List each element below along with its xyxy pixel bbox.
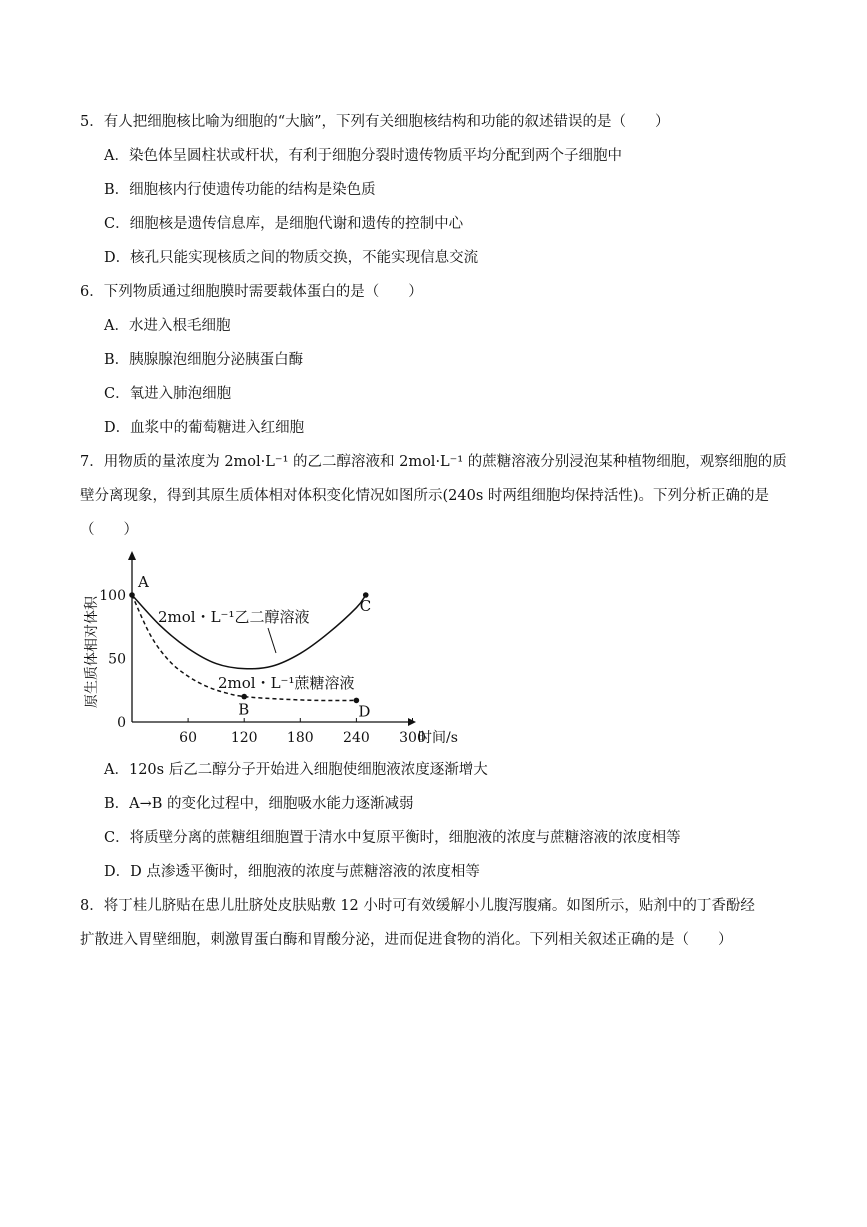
q7-stem-line-1: 7．用物质的量浓度为 2mol·L⁻¹ 的乙二醇溶液和 2mol·L⁻¹ 的蔗糖溶液分别浸泡某种植物细胞，观察细胞的质: [80, 454, 787, 470]
chart-axes: [128, 551, 416, 726]
x-tick-label: 180: [286, 730, 314, 746]
q8-stem-line-2: 扩散进入胃壁细胞，刺激胃蛋白酶和胃酸分泌，进而促进食物的消化。下列相关叙述正确的是（ ）: [80, 932, 733, 948]
q7-option-b: B．A→B 的变化过程中，细胞吸水能力逐渐减弱: [104, 796, 414, 812]
point-b-marker: [241, 694, 247, 700]
y-axis-arrow: [128, 551, 136, 560]
q5-option-a: A．染色体呈圆柱状或杆状，有利于细胞分裂时遗传物质平均分配到两个子细胞中: [104, 148, 622, 164]
q6-stem: 6．下列物质通过细胞膜时需要载体蛋白的是（ ）: [80, 284, 423, 300]
point-b-label: B: [238, 700, 250, 719]
volume-chart: [80, 548, 458, 748]
chart-svg: [80, 548, 458, 748]
chart-labels: [83, 595, 458, 746]
point-a-marker: [129, 592, 135, 598]
point-c-label: C: [359, 597, 372, 615]
y-tick-label: 50: [108, 651, 126, 668]
q6-option-a: A．水进入根毛细胞: [104, 318, 231, 334]
q5-option-b: B．细胞核内行使遗传功能的结构是染色质: [104, 182, 376, 198]
point-d-label: D: [358, 702, 371, 721]
x-tick-label: 240: [343, 730, 370, 746]
q7-stem-line-3: （ ）: [80, 522, 138, 538]
q7-option-d: D．D 点渗透平衡时，细胞液的浓度与蔗糖溶液的浓度相等: [104, 864, 480, 880]
x-axis-label: 时间/s: [418, 730, 458, 746]
series-label-sucrose: 2mol・L⁻¹蔗糖溶液: [218, 674, 355, 692]
y-tick-label: 100: [99, 588, 126, 604]
q6-option-c: C．氧进入肺泡细胞: [104, 386, 232, 402]
q6-option-d: D．血浆中的葡萄糖进入红细胞: [104, 420, 305, 436]
series-label-ethylene-glycol: 2mol・L⁻¹乙二醇溶液: [158, 608, 310, 626]
q5-option-d: D．核孔只能实现核质之间的物质交换，不能实现信息交流: [104, 250, 479, 266]
y-tick-label: 0: [117, 715, 126, 731]
y-axis-label: 原生质体相对体积: [84, 596, 100, 708]
q5-option-c: C．细胞核是遗传信息库，是细胞代谢和遗传的控制中心: [104, 216, 464, 232]
q6-option-b: B．胰腺腺泡细胞分泌胰蛋白酶: [104, 352, 304, 368]
x-tick-label: 120: [230, 730, 258, 746]
q5-stem: 5．有人把细胞核比喻为细胞的“大脑”，下列有关细胞核结构和功能的叙述错误的是（ ）: [80, 114, 670, 130]
x-tick-label: 300: [399, 730, 426, 746]
q8-stem-line-1: 8．将丁桂儿脐贴在患儿肚脐处皮肤贴敷 12 小时可有效缓解小儿腹泻腹痛。如图所示，贴剂中的丁香酚经: [80, 898, 755, 914]
q7-option-a: A．120s 后乙二醇分子开始进入细胞使细胞液浓度逐渐增大: [104, 762, 488, 778]
x-tick-label: 60: [179, 730, 198, 746]
q7-option-c: C．将质壁分离的蔗糖组细胞置于清水中复原平衡时，细胞液的浓度与蔗糖溶液的浓度相等: [104, 830, 681, 846]
chart-points: [129, 573, 371, 720]
q7-stem-line-2: 壁分离现象，得到其原生质体相对体积变化情况如图所示(240s 时两组细胞均保持活性)。下列分析正确的是: [80, 488, 770, 504]
series-leader-line: [268, 628, 276, 653]
point-a-label: A: [138, 573, 149, 591]
